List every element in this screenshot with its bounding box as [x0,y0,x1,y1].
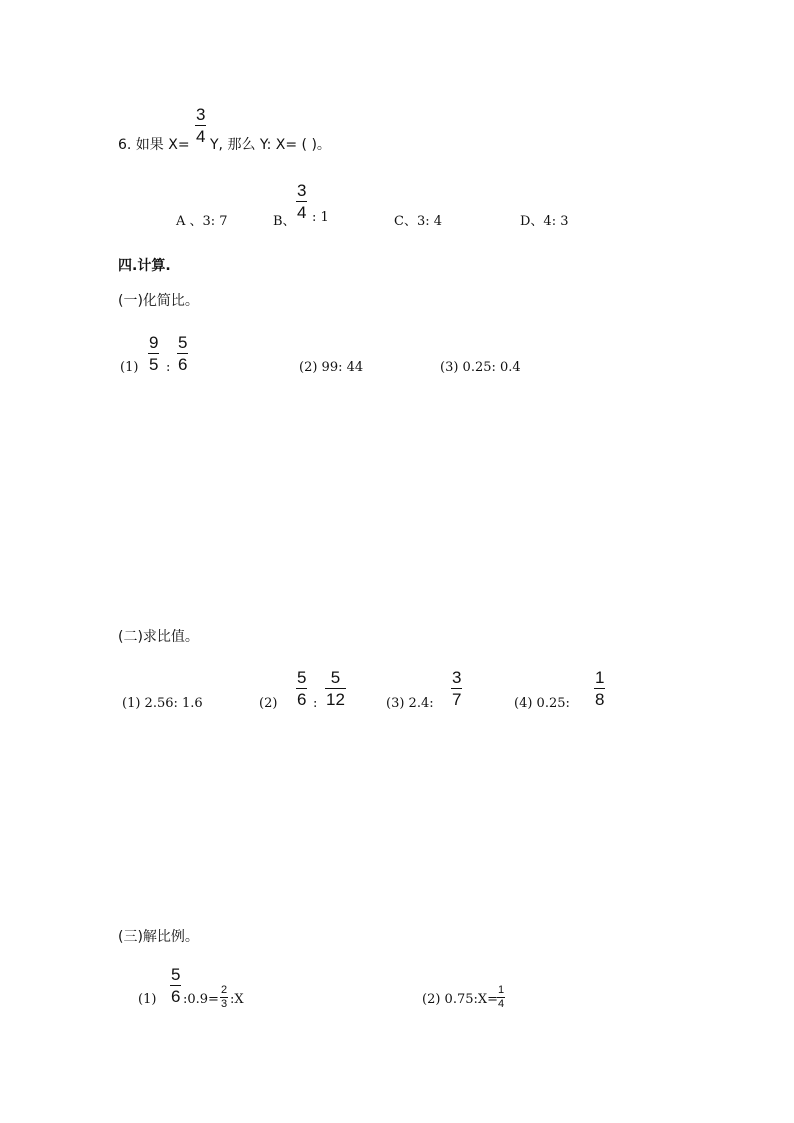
part3-item1-fraction-a: 5 6 [171,965,181,1006]
part2-item4-label: (4) 0.25: [514,696,570,711]
section-title: 四.计算. [118,258,171,274]
q6-option-d: D、4: 3 [520,214,569,229]
part1-item3: (3) 0.25: 0.4 [440,360,521,375]
part1-item1-fraction-b: 5 6 [178,333,188,374]
part2-item4-fraction: 1 8 [595,668,605,709]
q6-option-c: C、3: 4 [394,214,443,229]
part3-title: (三)解比例。 [118,929,199,945]
part3-item2-fraction: 1 4 [498,984,505,1010]
part2-item3-label: (3) 2.4: [386,696,434,711]
part2-item2-fraction-a: 5 6 [297,668,307,709]
q6-prefix: 6. 如果 X= [118,137,190,153]
part1-item1-label: (1) [120,360,139,375]
q6-fraction: 3 4 [196,105,206,146]
q6-option-b-fraction: 3 4 [297,181,307,222]
part2-title: (二)求比值。 [118,629,199,645]
part1-item1-fraction-a: 9 5 [149,333,159,374]
part2-item2-label: (2) [259,696,278,711]
q6-option-a: A 、3: 7 [176,214,228,229]
q6-option-b-rest: : 1 [312,210,329,225]
part2-item3-fraction: 3 7 [452,668,462,709]
q6-suffix: Y, 那么 Y: X= ( )。 [210,137,331,153]
part1-title: (一)化简比。 [118,293,199,309]
part3-item1-end: :X [230,992,244,1007]
part2-item1: (1) 2.56: 1.6 [122,696,203,711]
part3-item1-label: (1) [138,992,157,1007]
part3-item1-mid: :0.9= [183,992,219,1007]
part2-item2-sep: : [313,696,318,711]
part2-item2-fraction-b: 5 12 [326,668,345,709]
part3-item1-fraction-b: 2 3 [221,984,228,1010]
q6-option-b-label: B、 [273,214,296,229]
part1-item2: (2) 99: 44 [299,360,364,375]
part1-item1-sep: : [166,360,171,375]
part3-item2-label: (2) 0.75:X= [422,992,499,1007]
